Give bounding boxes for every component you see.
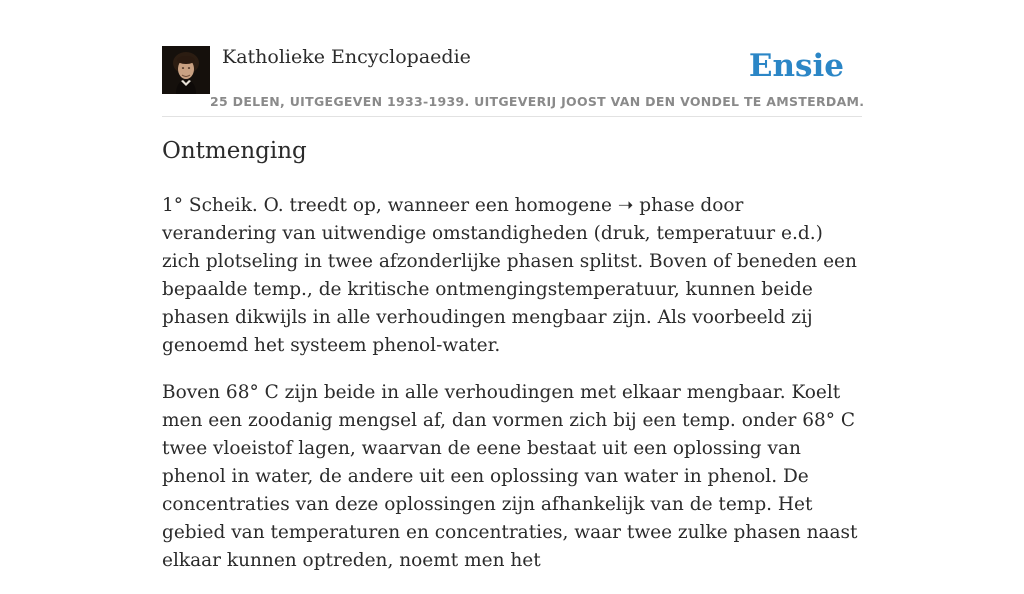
paragraph-1-end: phase door verandering van uitwendige omstandigheden (druk, temperatuur e.d.) zich plotseling in twee afzonderlijke phasen splitst. Boven of beneden een bepaalde temp., de kritische ontmengingstemperatuur, kunnen beide phasen dikwijls in alle verhoudingen mengbaar zijn. Als voorbeeld zij genoemd het systeem phenol-water. [162,195,857,356]
paragraph-2: Boven 68° C zijn beide in alle verhoudingen met elkaar mengbaar. Koelt men een zoodanig mengsel af, dan vormen zich bij een temp. onder 68° C twee vloeistof lagen, waarvan de eene bestaat uit een oplossing van phenol in water, de andere uit een oplossing van water in phenol. De concentraties van deze oplossingen zijn afhankelijk van de temp. Het gebied van temperaturen en concentraties, waar twee zulke phasen naast elkaar kunnen optreden, noemt men het [162,382,858,571]
entry-body [162,192,862,594]
site-header [162,46,865,117]
portrait-image [162,46,210,94]
site-title[interactable]: Katholieke Encyclopaedie [222,46,471,68]
paragraph-1 [162,192,862,360]
publication-subtitle: 25 DELEN, UITGEGEVEN 1933-1939. UITGEVERIJ JOOST VAN DEN VONDEL TE AMSTERDAM. [210,94,865,109]
entry-title: Ontmenging [162,138,307,164]
brand-logo-link[interactable]: Ensie [748,48,844,84]
cross-reference-arrow-icon[interactable]: ➝ [617,195,634,216]
portrait-avatar-icon[interactable] [162,46,210,94]
paragraph-1-start: 1° Scheik. O. treedt op, wanneer een homogene [162,195,618,216]
